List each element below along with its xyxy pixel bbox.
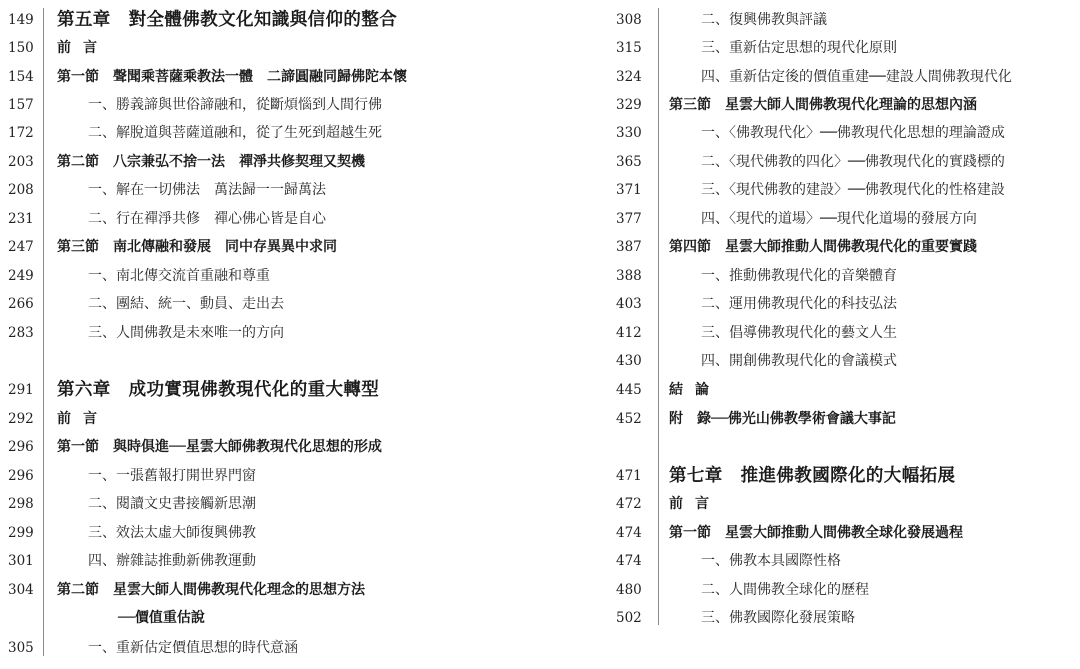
section-subtitle: ──價值重估說 <box>118 610 205 626</box>
page-number: 292 <box>8 411 34 427</box>
toc-subsection-row[interactable] <box>606 347 1080 375</box>
page-number: 247 <box>8 239 34 255</box>
page-number: 315 <box>616 40 642 56</box>
chapter-title: 第六章 成功實現佛教現代化的重大轉型 <box>57 380 380 400</box>
page-number: 266 <box>8 296 34 312</box>
page-number: 329 <box>616 97 642 113</box>
page-number <box>8 604 42 632</box>
toc-intro-row[interactable] <box>0 405 540 433</box>
page-number: 412 <box>616 325 642 341</box>
subsection-title: 一、解在一切佛法 萬法歸一一歸萬法 <box>88 182 326 198</box>
subsection-title: 四、辦雜誌推動新佛教運動 <box>88 553 256 569</box>
page-number: 474 <box>616 553 642 569</box>
page-number: 472 <box>616 496 642 512</box>
subsection-title: 四、開創佛教現代化的會議模式 <box>701 353 897 369</box>
subsection-title: 三、〈現代佛教的建設〉──佛教現代化的性格建設 <box>701 182 1005 198</box>
toc-section-row[interactable] <box>606 519 1080 547</box>
toc-chapter-row[interactable] <box>606 462 1080 490</box>
page-number: 296 <box>8 468 34 484</box>
subsection-title: 三、佛教國際化發展策略 <box>701 610 855 626</box>
toc-chapter-row[interactable] <box>0 376 540 404</box>
section-title: 第二節 星雲大師人間佛教現代化理念的思想方法 <box>57 582 365 598</box>
page-number: 296 <box>8 439 34 455</box>
toc-appendix-row[interactable] <box>606 405 1080 433</box>
page-number: 208 <box>8 182 34 198</box>
page-number: 150 <box>8 40 34 56</box>
toc-subsection-row[interactable] <box>606 604 1080 632</box>
page-number: 305 <box>8 640 34 656</box>
page-number: 324 <box>616 69 642 85</box>
toc-section-row[interactable] <box>606 91 1080 119</box>
toc-section-row[interactable] <box>0 433 540 461</box>
toc-subsection-row[interactable] <box>0 91 540 119</box>
toc-subsection-row[interactable] <box>606 319 1080 347</box>
page-number: 452 <box>616 411 642 427</box>
toc-section-row[interactable] <box>0 148 540 176</box>
intro-title: 前言 <box>57 40 109 56</box>
page-number: 172 <box>8 125 34 141</box>
toc-subsection-row[interactable] <box>0 319 540 347</box>
subsection-title: 一、勝義諦與世俗諦融和，從斷煩惱到人間行佛 <box>88 97 382 113</box>
subsection-title: 二、團結、統一、動員、走出去 <box>88 296 284 312</box>
toc-subsection-row[interactable] <box>0 462 540 490</box>
subsection-title: 一、一張舊報打開世界門窗 <box>88 468 256 484</box>
subsection-title: 一、佛教本具國際性格 <box>701 553 841 569</box>
subsection-title: 二、運用佛教現代化的科技弘法 <box>701 296 897 312</box>
subsection-title: 二、〈現代佛教的四化〉──佛教現代化的實踐標的 <box>701 154 1005 170</box>
section-title: 第一節 與時俱進──星雲大師佛教現代化思想的形成 <box>57 439 382 455</box>
toc-section-row[interactable] <box>0 63 540 91</box>
toc-subsection-row[interactable] <box>0 262 540 290</box>
page-number: 330 <box>616 125 642 141</box>
page-number: 377 <box>616 211 642 227</box>
subsection-title: 二、人間佛教全球化的歷程 <box>701 582 869 598</box>
section-title: 第一節 聲聞乘菩薩乘教法一體 二諦圓融同歸佛陀本懷 <box>57 69 407 85</box>
subsection-title: 三、人間佛教是未來唯一的方向 <box>88 325 284 341</box>
toc-subsection-row[interactable] <box>606 119 1080 147</box>
appendix-title: 附 錄──佛光山佛教學術會議大事記 <box>669 411 896 427</box>
page-number: 430 <box>616 353 642 369</box>
subsection-title: 四、〈現代的道場〉──現代化道場的發展方向 <box>701 211 977 227</box>
toc-intro-row[interactable] <box>0 34 540 62</box>
toc-subsection-row[interactable] <box>0 119 540 147</box>
toc-subsection-row[interactable] <box>606 576 1080 604</box>
page-number: 203 <box>8 154 34 170</box>
toc-subsection-row[interactable] <box>0 547 540 575</box>
toc-section-continuation[interactable] <box>0 604 540 632</box>
section-title: 第四節 星雲大師推動人間佛教現代化的重要實踐 <box>669 239 977 255</box>
subsection-title: 三、重新估定思想的現代化原則 <box>701 40 897 56</box>
toc-conclusion-row[interactable] <box>606 376 1080 404</box>
page-number: 231 <box>8 211 34 227</box>
intro-title: 前言 <box>57 411 109 427</box>
subsection-title: 四、重新估定後的價值重建──建設人間佛教現代化 <box>701 69 1012 85</box>
page-number: 471 <box>616 468 642 484</box>
subsection-title: 一、推動佛教現代化的音樂體育 <box>701 268 897 284</box>
page-number: 388 <box>616 268 642 284</box>
toc-subsection-row[interactable] <box>0 176 540 204</box>
subsection-title: 二、復興佛教與評議 <box>701 12 827 28</box>
toc-subsection-row[interactable] <box>606 63 1080 91</box>
page-number: 403 <box>616 296 642 312</box>
toc-subsection-row[interactable] <box>606 262 1080 290</box>
page-number: 502 <box>616 610 642 626</box>
subsection-title: 二、行在禪淨共修 禪心佛心皆是自心 <box>88 211 326 227</box>
page-number: 474 <box>616 525 642 541</box>
page-number: 365 <box>616 154 642 170</box>
page-number: 301 <box>8 553 34 569</box>
toc-subsection-row[interactable] <box>606 547 1080 575</box>
page-number: 308 <box>616 12 642 28</box>
page-number: 304 <box>8 582 34 598</box>
subsection-title: 一、〈佛教現代化〉──佛教現代化思想的理論證成 <box>701 125 1005 141</box>
page-number: 283 <box>8 325 34 341</box>
page-number: 157 <box>8 97 34 113</box>
subsection-title: 一、重新估定價值思想的時代意涵 <box>88 640 298 656</box>
conclusion-title: 結論 <box>669 382 721 398</box>
section-title: 第一節 星雲大師推動人間佛教全球化發展過程 <box>669 525 963 541</box>
toc-subsection-row[interactable] <box>606 176 1080 204</box>
page-number: 154 <box>8 69 34 85</box>
toc-subsection-row[interactable] <box>0 205 540 233</box>
subsection-title: 二、閱讀文史書接觸新思潮 <box>88 496 256 512</box>
section-title: 第三節 南北傳融和發展 同中存異異中求同 <box>57 239 337 255</box>
toc-subsection-row[interactable] <box>606 205 1080 233</box>
page-number: 387 <box>616 239 642 255</box>
toc-subsection-row[interactable] <box>0 490 540 518</box>
toc-subsection-row[interactable] <box>606 6 1080 34</box>
page-number: 445 <box>616 382 642 398</box>
toc-section-row[interactable] <box>606 233 1080 261</box>
toc-subsection-row[interactable] <box>0 290 540 318</box>
toc-section-row[interactable] <box>0 233 540 261</box>
page-number: 298 <box>8 496 34 512</box>
toc-subsection-row[interactable] <box>0 519 540 547</box>
page-number: 149 <box>8 12 34 28</box>
section-title: 第二節 八宗兼弘不捨一法 禪淨共修契理又契機 <box>57 154 365 170</box>
page-number: 480 <box>616 582 642 598</box>
subsection-title: 一、南北傳交流首重融和尊重 <box>88 268 270 284</box>
toc-intro-row[interactable] <box>606 490 1080 518</box>
toc-section-row[interactable] <box>0 576 540 604</box>
page-number: 299 <box>8 525 34 541</box>
toc-chapter-row[interactable] <box>0 6 540 34</box>
toc-subsection-row[interactable] <box>0 634 540 662</box>
chapter-title: 第七章 推進佛教國際化的大幅拓展 <box>669 466 956 486</box>
subsection-title: 二、解脫道與菩薩道融和，從了生死到超越生死 <box>88 125 382 141</box>
intro-title: 前言 <box>669 496 721 512</box>
chapter-title: 第五章 對全體佛教文化知識與信仰的整合 <box>57 10 398 30</box>
page-number: 291 <box>8 382 34 398</box>
section-title: 第三節 星雲大師人間佛教現代化理論的思想內涵 <box>669 97 977 113</box>
toc-subsection-row[interactable] <box>606 34 1080 62</box>
toc-subsection-row[interactable] <box>606 290 1080 318</box>
subsection-title: 三、效法太虛大師復興佛教 <box>88 525 256 541</box>
page-number: 371 <box>616 182 642 198</box>
toc-subsection-row[interactable] <box>606 148 1080 176</box>
page-number: 249 <box>8 268 34 284</box>
subsection-title: 三、倡導佛教現代化的藝文人生 <box>701 325 897 341</box>
